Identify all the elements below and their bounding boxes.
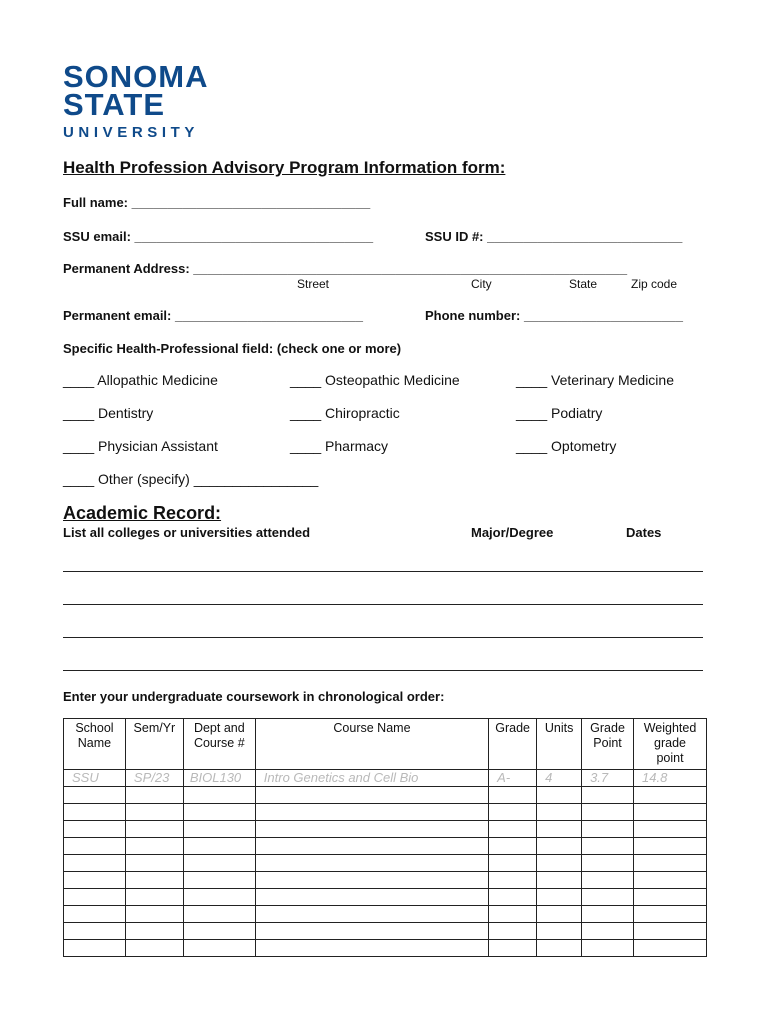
table-cell[interactable] [64,940,126,957]
table-cell[interactable] [489,940,537,957]
colleges-label: List all colleges or universities attended [63,525,311,540]
table-cell[interactable] [489,787,537,804]
table-cell[interactable] [125,787,183,804]
table-cell[interactable] [183,872,255,889]
table-cell[interactable] [255,787,488,804]
table-header-row [64,719,707,770]
table-cell[interactable] [537,787,582,804]
field-physician-assistant[interactable]: ____ Physician Assistant [63,438,218,454]
example-sem-yr: SP/23 [125,770,183,787]
table-cell[interactable] [64,787,126,804]
table-cell[interactable] [64,838,126,855]
table-cell[interactable] [255,821,488,838]
table-cell[interactable] [489,838,537,855]
college-entry-line[interactable] [63,637,703,638]
table-cell[interactable] [634,889,707,906]
table-cell[interactable] [634,923,707,940]
table-cell[interactable] [255,889,488,906]
coursework-table [63,718,707,957]
example-weighted-grade-point: 14.8 [634,770,707,787]
table-cell[interactable] [125,940,183,957]
coursework-label: Enter your undergraduate coursework in chronological order: [63,689,445,704]
ssu-id-field[interactable]: SSU ID #: ___________________________ [425,229,683,244]
table-cell[interactable] [537,906,582,923]
table-cell[interactable] [125,821,183,838]
table-cell[interactable] [634,872,707,889]
example-dept-course: BIOL130 [183,770,255,787]
table-cell[interactable] [125,923,183,940]
table-row [64,889,707,906]
field-heading: Specific Health-Professional field: (check one or more) [63,341,402,356]
address-street-label: Street [297,277,330,291]
phone-number-field[interactable]: Phone number: ______________________ [425,308,684,323]
field-pharmacy[interactable]: ____ Pharmacy [290,438,389,454]
header-sem-yr: Sem/Yr [125,719,183,770]
table-cell[interactable] [489,923,537,940]
table-cell[interactable] [537,872,582,889]
example-units: 4 [537,770,582,787]
table-cell[interactable] [183,821,255,838]
college-entry-line[interactable] [63,571,703,572]
academic-record-heading: Academic Record: [63,503,222,523]
example-school: SSU [64,770,126,787]
table-cell[interactable] [64,889,126,906]
table-cell[interactable] [537,923,582,940]
table-row [64,872,707,889]
table-cell[interactable] [489,889,537,906]
form-title: Health Profession Advisory Program Information form: [63,158,506,177]
table-cell[interactable] [537,940,582,957]
table-row [64,940,707,957]
table-cell[interactable] [537,838,582,855]
table-row [64,855,707,872]
permanent-address-field[interactable]: Permanent Address: ____________________________________________________________ [63,261,628,276]
table-cell[interactable] [255,838,488,855]
header-grade: Grade [489,719,537,770]
logo-state: STATE [63,87,166,122]
header-course-name: Course Name [255,719,488,770]
full-name-field[interactable]: Full name: _________________________________ [63,195,371,210]
table-cell[interactable] [125,855,183,872]
table-cell[interactable] [183,906,255,923]
example-grade-point: 3.7 [582,770,634,787]
table-cell[interactable] [183,889,255,906]
header-weighted-grade-point: Weighted grade point [634,719,707,770]
table-cell[interactable] [125,838,183,855]
table-cell[interactable] [183,804,255,821]
field-other[interactable]: ____ Other (specify) ________________ [63,471,319,487]
example-course-name: Intro Genetics and Cell Bio [255,770,488,787]
address-city-label: City [471,277,492,291]
table-cell[interactable] [255,906,488,923]
table-cell[interactable] [582,906,634,923]
table-cell[interactable] [634,906,707,923]
field-chiropractic[interactable]: ____ Chiropractic [290,405,400,421]
field-dentistry[interactable]: ____ Dentistry [63,405,154,421]
table-cell[interactable] [489,821,537,838]
table-cell[interactable] [255,872,488,889]
permanent-email-field[interactable]: Permanent email: __________________________ [63,308,363,323]
table-cell[interactable] [537,821,582,838]
table-cell[interactable] [183,855,255,872]
header-units: Units [537,719,582,770]
field-optometry[interactable]: ____ Optometry [516,438,617,454]
table-cell[interactable] [634,855,707,872]
logo-university: UNIVERSITY [63,124,200,141]
table-cell[interactable] [183,923,255,940]
table-cell[interactable] [582,855,634,872]
table-cell[interactable] [582,838,634,855]
table-cell[interactable] [634,804,707,821]
college-entry-line[interactable] [63,670,703,671]
table-cell[interactable] [255,923,488,940]
header-grade-point: Grade Point [582,719,634,770]
table-row [64,906,707,923]
major-degree-label: Major/Degree [471,525,554,540]
table-cell[interactable] [537,889,582,906]
table-cell[interactable] [489,804,537,821]
table-cell[interactable] [634,787,707,804]
address-state-label: State [569,277,598,291]
table-cell[interactable] [582,821,634,838]
table-cell[interactable] [489,906,537,923]
table-cell[interactable] [255,804,488,821]
table-cell[interactable] [64,855,126,872]
table-cell[interactable] [582,872,634,889]
table-cell[interactable] [64,923,126,940]
table-row [64,838,707,855]
table-cell[interactable] [582,804,634,821]
table-cell[interactable] [255,940,488,957]
table-cell[interactable] [634,940,707,957]
example-grade: A- [489,770,537,787]
table-cell[interactable] [582,787,634,804]
table-cell[interactable] [582,923,634,940]
table-cell[interactable] [183,787,255,804]
table-cell[interactable] [255,855,488,872]
table-cell[interactable] [64,821,126,838]
table-cell[interactable] [125,906,183,923]
logo-sonoma: SONOMA [63,59,209,94]
table-cell[interactable] [125,889,183,906]
header-dept-course: Dept and Course # [183,719,255,770]
table-cell[interactable] [582,940,634,957]
table-cell[interactable] [183,940,255,957]
example-row [64,770,707,787]
table-row [64,804,707,821]
table-cell[interactable] [183,838,255,855]
table-row [64,787,707,804]
header-school-name: School Name [64,719,126,770]
table-cell[interactable] [634,838,707,855]
address-zip-label: Zip code [631,277,678,291]
table-cell[interactable] [537,855,582,872]
table-cell[interactable] [125,804,183,821]
table-row [64,923,707,940]
field-osteopathic[interactable]: ____ Osteopathic Medicine [290,372,460,388]
table-cell[interactable] [537,804,582,821]
dates-label: Dates [626,525,662,540]
table-cell[interactable] [634,821,707,838]
table-cell[interactable] [489,855,537,872]
table-cell[interactable] [64,872,126,889]
table-cell[interactable] [582,889,634,906]
field-allopathic[interactable]: ____ Allopathic Medicine [63,372,218,388]
table-cell[interactable] [489,872,537,889]
ssu-email-field[interactable]: SSU email: _________________________________ [63,229,374,244]
table-row [64,821,707,838]
table-cell[interactable] [64,906,126,923]
table-cell[interactable] [125,872,183,889]
table-cell[interactable] [64,804,126,821]
college-entry-line[interactable] [63,604,703,605]
field-podiatry[interactable]: ____ Podiatry [516,405,603,421]
field-veterinary[interactable]: ____ Veterinary Medicine [516,372,674,388]
